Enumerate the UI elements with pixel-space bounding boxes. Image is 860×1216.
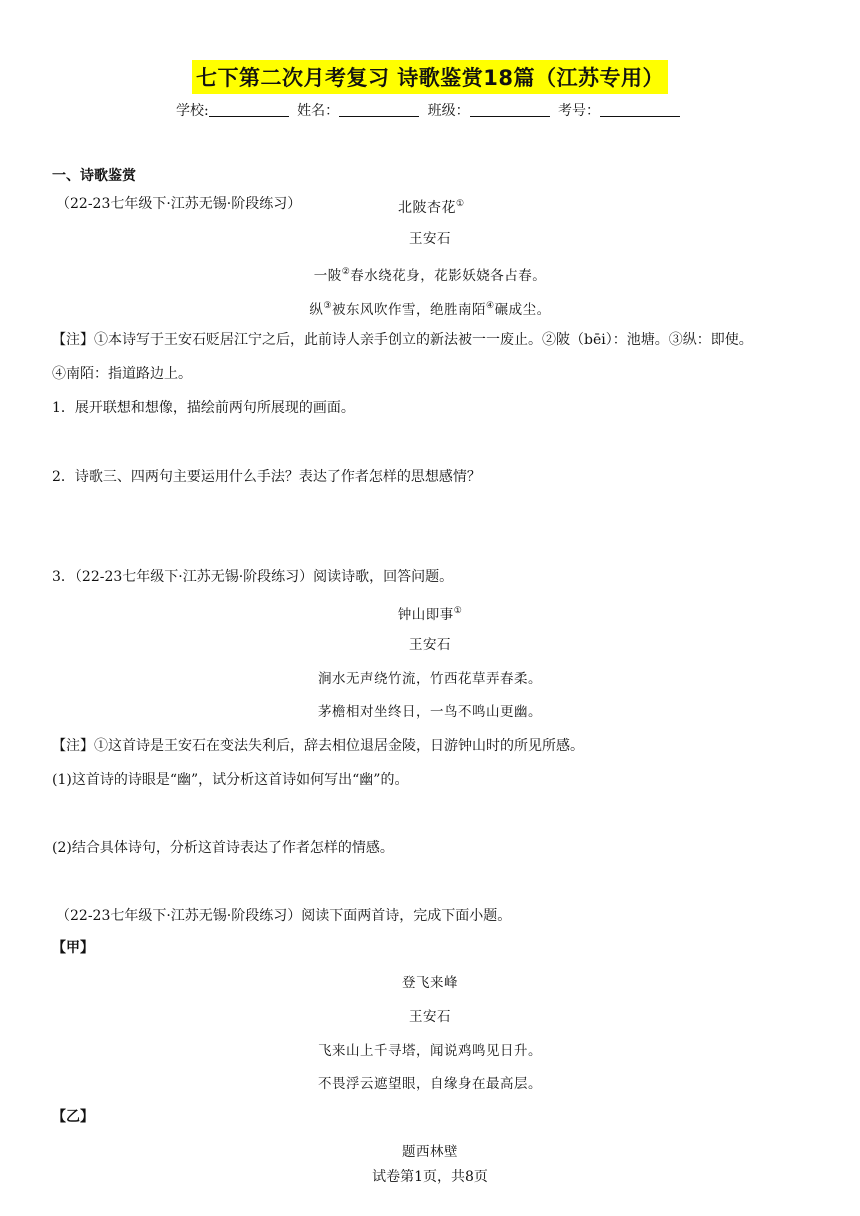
poem3-line2: 不畏浮云遮望眼，自缘身在最高层。	[318, 1076, 542, 1092]
poem2-title: 钟山即事①	[397, 606, 463, 623]
question-4-intro: （22-23七年级下·江苏无锡·阶段练习）阅读下面两首诗，完成下面小题。	[56, 908, 512, 924]
poem4-title: 题西林壁	[402, 1144, 458, 1160]
school-label: 学校:	[175, 103, 209, 119]
poem2-note: 【注】①这首诗是王安石在变法失利后，辞去相位退居金陵，日游钟山时的所见所感。	[52, 738, 584, 754]
question-3-intro: 3．（22-23七年级下·江苏无锡·阶段练习）阅读诗歌，回答问题。	[52, 569, 454, 585]
section-heading: 一、诗歌鉴赏	[52, 168, 136, 184]
name-label: 姓名：	[297, 103, 340, 119]
poem1-line2: 纵③被东风吹作雪，绝胜南陌④碾成尘。	[309, 301, 551, 318]
question-2: 2．诗歌三、四两句主要运用什么手法？表达了作者怎样的思想感情？	[52, 469, 481, 485]
question-3-2: (2)结合具体诗句，分析这首诗表达了作者怎样的情感。	[52, 840, 394, 856]
q1-source: （22-23七年级下·江苏无锡·阶段练习）	[56, 196, 302, 212]
poem2-line2: 茅檐相对坐终日，一鸟不鸣山更幽。	[318, 704, 542, 720]
poem2-line1: 涧水无声绕竹流，竹西花草弄春柔。	[318, 671, 542, 687]
label-yi: 【乙】	[52, 1109, 94, 1125]
exam-no-label: 考号：	[558, 103, 601, 119]
poem1-note-line1: 【注】①本诗写于王安石贬居江宁之后，此前诗人亲手创立的新法被一一废止。②陂（bēi）：池塘。③纵：即使。	[52, 332, 753, 348]
class-label: 班级：	[427, 103, 470, 119]
student-info-line	[0, 100, 860, 120]
page-title: 七下第二次月考复习 诗歌鉴赏18篇（江苏专用）	[192, 60, 668, 94]
poem3-title: 登飞来峰	[402, 975, 458, 991]
name-blank[interactable]	[339, 102, 419, 117]
class-blank[interactable]	[470, 102, 550, 117]
question-3-1: (1)这首诗的诗眼是“幽”，试分析这首诗如何写出“幽”的。	[52, 772, 409, 788]
poem2-author: 王安石	[409, 637, 451, 653]
page-footer: 试卷第1页，共8页	[372, 1169, 488, 1185]
poem3-author: 王安石	[409, 1009, 451, 1025]
question-1: 1．展开联想和想像，描绘前两句所展现的画面。	[52, 400, 355, 416]
exam-no-blank[interactable]	[600, 102, 680, 117]
poem1-title: 北陂杏花①	[398, 199, 465, 216]
poem1-author: 王安石	[409, 231, 451, 247]
label-jia: 【甲】	[52, 940, 94, 956]
poem3-line1: 飞来山上千寻塔，闻说鸡鸣见日升。	[318, 1043, 542, 1059]
poem1-line1: 一陂②春水绕花身，花影妖娆各占春。	[313, 267, 547, 284]
poem1-note-line2: ④南陌：指道路边上。	[52, 366, 192, 382]
school-blank[interactable]	[209, 102, 289, 117]
title-area	[0, 60, 860, 94]
